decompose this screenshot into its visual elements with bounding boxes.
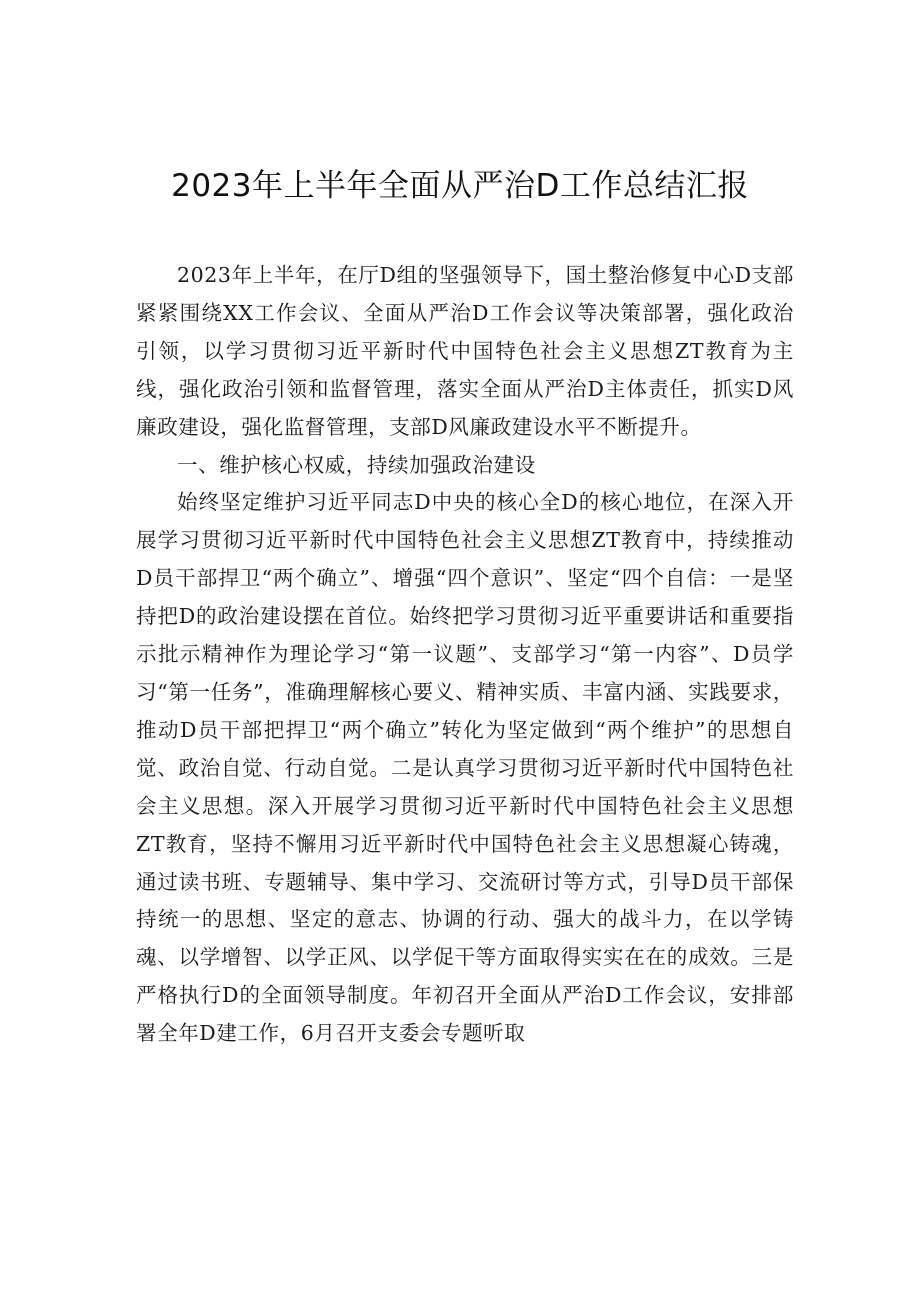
intro-paragraph: 2023年上半年，在厅D组的坚强领导下，国土整治修复中心D支部紧紧围绕XX工作会议、全面从严治D工作会议等决策部署，强化政治引领，以学习贯彻习近平新时代中国特色社会主义思想ZT教育为主线，强化政治引领和监督管理，落实全面从严治D主体责任，抓实D风廉政建设，强化监督管理，支部D风廉政建设水平不断提升。: [136, 263, 794, 439]
document-title: 2023年上半年全面从严治D工作总结汇报: [171, 168, 749, 204]
section-paragraph: 始终坚定维护习近平同志D中央的核心全D的核心地位，在深入开展学习贯彻习近平新时代中国特色社会主义思想ZT教育中，持续推动D员干部捍卫“两个确立”、增强“四个意识”、坚定“四个自信：一是坚持把D的政治建设摆在首位。始终把学习贯彻习近平重要讲话和重要指示批示精神作为理论学习“第一议题”、支部学习“第一内容”、D员学习“第一任务”，准确理解核心要义、精神实质、丰富内涵、实践要求，推动D员干部把捍卫“两个确立”转化为坚定做到“两个维护”的思想自觉、政治自觉、行动自觉。二是认真学习贯彻习近平新时代中国特色社会主义思想。深入开展学习贯彻习近平新时代中国特色社会主义思想ZT教育，坚持不懈用习近平新时代中国特色社会主义思想凝心铸魂，通过读书班、专题辅导、集中学习、交流研讨等方式，引导D员干部保持统一的思想、坚定的意志、协调的行动、强大的战斗力，在以学铸魂、以学增智、以学正风、以学促干等方面取得实实在在的成效。三是严格执行D的全面领导制度。年初召开全面从严治D工作会议，安排部署全年D建工作，6月召开支委会专题听取: [136, 490, 794, 1046]
section-heading: 一、维护核心权威，持续加强政治建设: [177, 452, 536, 477]
document-body: [136, 257, 794, 1053]
